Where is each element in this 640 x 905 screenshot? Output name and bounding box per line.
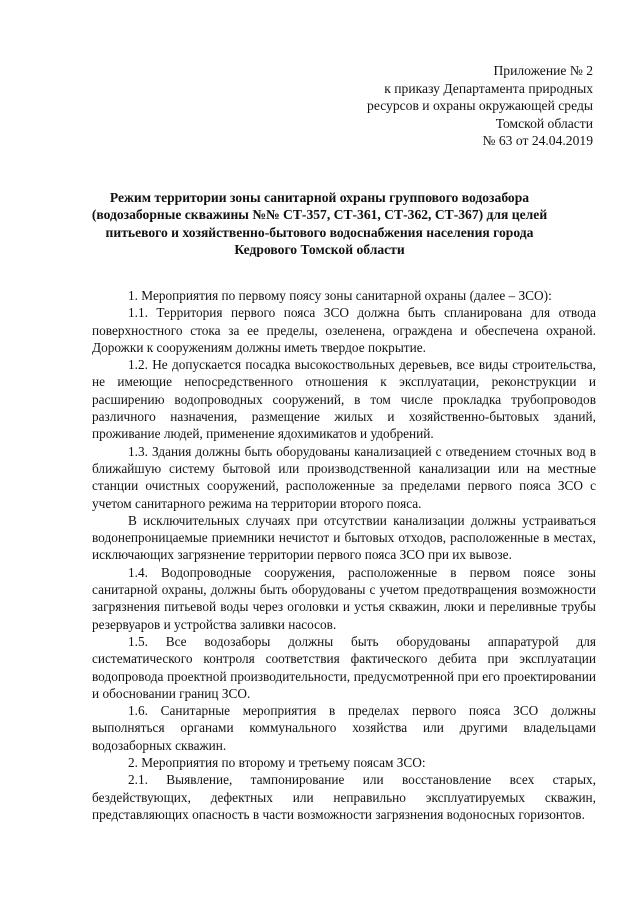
paragraph-1-5: 1.5. Все водозаборы должны быть оборудованы аппаратурой для систематического контроля соответствия фактического дебита при эксплуатации водопровода проектной производительности, предусмотренной при его проектировании и обосновании границ ЗСО. [92,633,596,701]
paragraph-section-2: 2. Мероприятия по второму и третьему поясам ЗСО: [128,755,426,771]
paragraph-1-2: 1.2. Не допускается посадка высокоствольных деревьев, все виды строительства, не имеющие непосредственного отношения к эксплуатации, реконструкции и расширению водопроводных сооружений, в том числе прокладка трубопроводов различного назначения, размещение жилых и хозяйственно-бытовых зданий, проживание людей, применение ядохимикатов и удобрений. [92,357,596,442]
paragraph-1-4: 1.4. Водопроводные сооружения, расположенные в первом поясе зоны санитарной охраны, должны быть оборудованы с учетом предотвращения возможности загрязнения питьевой воды через оголовки и устья скважин, люки и переливные трубы резервуаров и устройства заливки насосов. [92,564,596,632]
paragraph-2-1: 2.1. Выявление, тампонирование или восстановление всех старых, бездействующих, дефектных или неправильно эксплуатируемых скважин, представляющих опасность в части возможности загрязнения водоносных горизонтов. [92,772,596,822]
annex-order-line: к приказу Департамента природных [384,80,593,96]
annex-region-line: Томской области [495,115,593,131]
document-body [92,287,596,823]
paragraph-1-3: 1.3. Здания должны быть оборудованы канализацией с отведением сточных вод в ближайшую систему бытовой или производственной канализации или на местные станции очистных сооружений, расположенные за пределами первого пояса ЗСО с учетом санитарного режима на территории второго пояса. [92,443,596,511]
paragraph-1-6: 1.6. Санитарные мероприятия в пределах первого пояса ЗСО должны выполняться органами коммунального хозяйства или другими владельцами водозаборных скважин. [92,703,596,753]
annex-number: Приложение № 2 [493,63,593,78]
paragraph-1-3-exception: В исключительных случаях при отсутствии канализации должны устраиваться водонепроницаемые приемники нечистот и бытовых отходов, расположенные в местах, исключающих загрязнение территории первого пояса ЗСО при их вывозе. [92,512,596,563]
annex-department-line: ресурсов и охраны окружающей среды [367,98,593,114]
paragraph-1-1: 1.1. Территория первого пояса ЗСО должна быть спланирована для отвода поверхностного стока за ее пределы, озеленена, ограждена и обеспечена охраной. Дорожки к сооружениям должны иметь твердое покрытие. [92,305,596,355]
annex-order-date: № 63 от 24.04.2019 [482,133,593,149]
document-title: Режим территории зоны санитарной охраны группового водозабора (водозаборные скважины №№ СТ-357, СТ-361, СТ-362, СТ-367) для целей питьевого и хозяйственно-бытового водоснабжения населения города Кедрового Томской области [91,190,548,258]
annex-header [367,62,593,150]
paragraph-section-1: 1. Мероприятия по первому поясу зоны санитарной охраны (далее – ЗСО): [128,288,552,303]
